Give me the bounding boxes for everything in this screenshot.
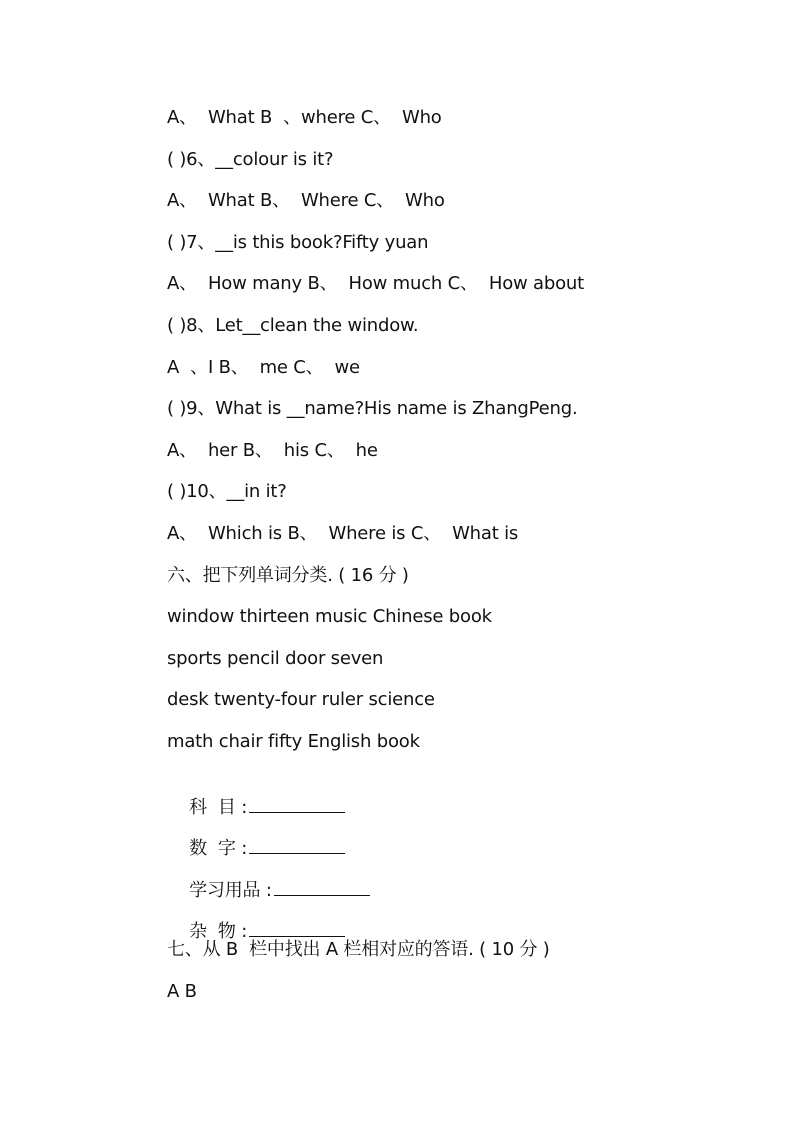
q8-options: A 、I B、 me C、 we (167, 357, 360, 378)
q5-options: A、 What B 、where C、 Who (167, 107, 442, 128)
answer-blank[interactable] (249, 837, 345, 854)
answer-blank[interactable] (274, 879, 370, 896)
q9-question: ( )9、What is __name?His name is ZhangPeng. (167, 398, 578, 419)
word-list-line: sports pencil door seven (167, 648, 384, 669)
word-list-line: window thirteen music Chinese book (167, 606, 492, 627)
answer-blank[interactable] (249, 920, 345, 937)
category-label: 科 目 : (189, 797, 248, 818)
category-label: 学习用品 : (189, 880, 272, 901)
category-label: 杂 物 : (189, 921, 248, 942)
category-label: 数 字 : (189, 838, 248, 859)
q10-options: A、 Which is B、 Where is C、 What is (167, 523, 519, 544)
q6-options: A、 What B、 Where C、 Who (167, 190, 445, 211)
answer-blank[interactable] (249, 796, 345, 813)
q7-options: A、 How many B、 How much C、 How about (167, 273, 584, 294)
word-list-line: math chair fifty English book (167, 731, 420, 752)
word-list-line: desk twenty-four ruler science (167, 689, 435, 710)
q6-question: ( )6、__colour is it? (167, 149, 334, 170)
q10-question: ( )10、__in it? (167, 481, 287, 502)
q8-question: ( )8、Let__clean the window. (167, 315, 419, 336)
section6-title: 六、把下列单词分类. ( 16 分 ) (167, 565, 409, 586)
section7-title: 七、从 B 栏中找出 A 栏相对应的答语. ( 10 分 ) (167, 939, 550, 960)
columns-label: A B (167, 981, 197, 1002)
q7-question: ( )7、__is this book?Fifty yuan (167, 232, 429, 253)
q9-options: A、 her B、 his C、 he (167, 440, 378, 461)
